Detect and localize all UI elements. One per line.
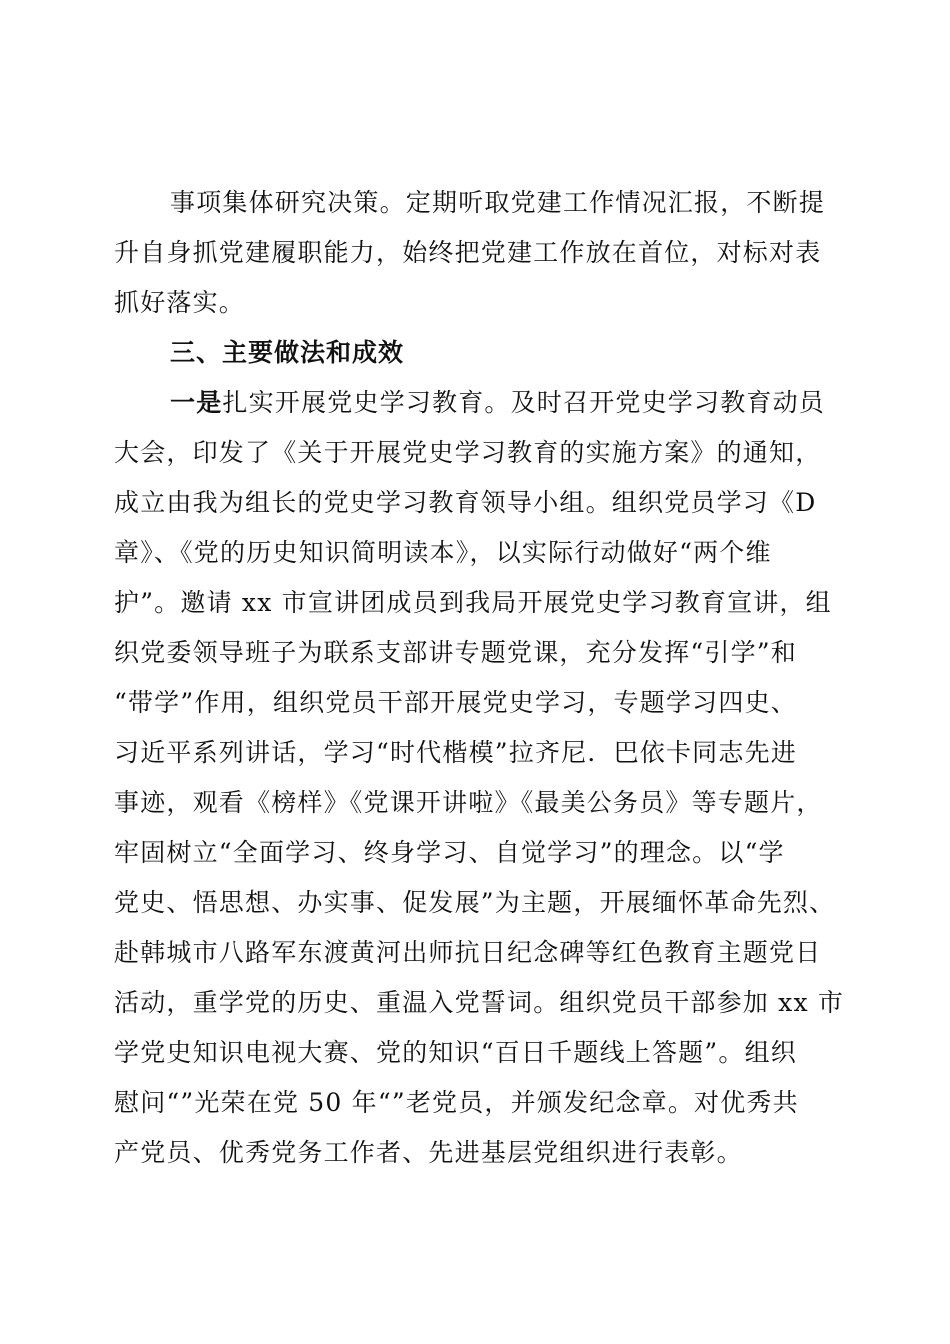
body-text-line: 抓好落实。 — [114, 288, 246, 317]
body-text-line: 大会，印发了《关于开展党史学习教育的实施方案》的通知， — [114, 438, 822, 467]
paragraph-lead: 一是 — [170, 388, 223, 417]
body-text-line: 章》、《党的历史知识简明读本》，以实际行动做好“两个维 — [114, 538, 772, 567]
body-text-line: 活动，重学党的历史、重温入党誓词。组织党员干部参加 xx 市 — [114, 988, 845, 1017]
body-text-line: 习近平系列讲话，学习“时代楷模”拉齐尼．巴依卡同志先进 — [114, 738, 797, 767]
body-text-line: 牢固树立“全面学习、终身学习、自觉学习”的理念。以“学 — [114, 838, 785, 867]
body-text-line: “带学”作用，组织党员干部开展党史学习，专题学习四史、 — [114, 688, 797, 717]
body-text-line: 升自身抓党建履职能力，始终把党建工作放在首位，对标对表 — [114, 238, 822, 267]
body-text-line: 产党员、优秀党务工作者、先进基层党组织进行表彰。 — [114, 1138, 743, 1167]
paragraph-first-line-text: 扎实开展党史学习教育。及时召开党史学习教育动员 — [222, 388, 826, 417]
body-text-line: 事迹，观看《榜样》《党课开讲啦》《最美公务员》等专题片， — [114, 788, 823, 817]
body-text-line: 事项集体研究决策。定期听取党建工作情况汇报，不断提 — [170, 188, 826, 217]
paragraph-first-line — [170, 383, 825, 423]
body-text-line: 成立由我为组长的党史学习教育领导小组。组织党员学习《D — [114, 488, 817, 517]
body-text-line: 织党委领导班子为联系支部讲专题党课，充分发挥“引学”和 — [114, 638, 797, 667]
body-text-line: 护”。邀请 xx 市宣讲团成员到我局开展党史学习教育宣讲，组 — [114, 588, 832, 617]
section-heading: 三、主要做法和成效 — [170, 338, 405, 367]
body-text-line: 党史、悟思想、办实事、促发展”为主题，开展缅怀革命先烈、 — [114, 888, 836, 917]
body-text-line: 学党史知识电视大赛、党的知识“百日千题线上答题”。组织 — [114, 1038, 797, 1067]
body-text-line: 赴韩城市八路军东渡黄河出师抗日纪念碑等红色教育主题党日 — [114, 938, 822, 967]
body-text-line: 慰问“”光荣在党 50 年“”老党员，并颁发纪念章。对优秀共 — [114, 1088, 799, 1117]
